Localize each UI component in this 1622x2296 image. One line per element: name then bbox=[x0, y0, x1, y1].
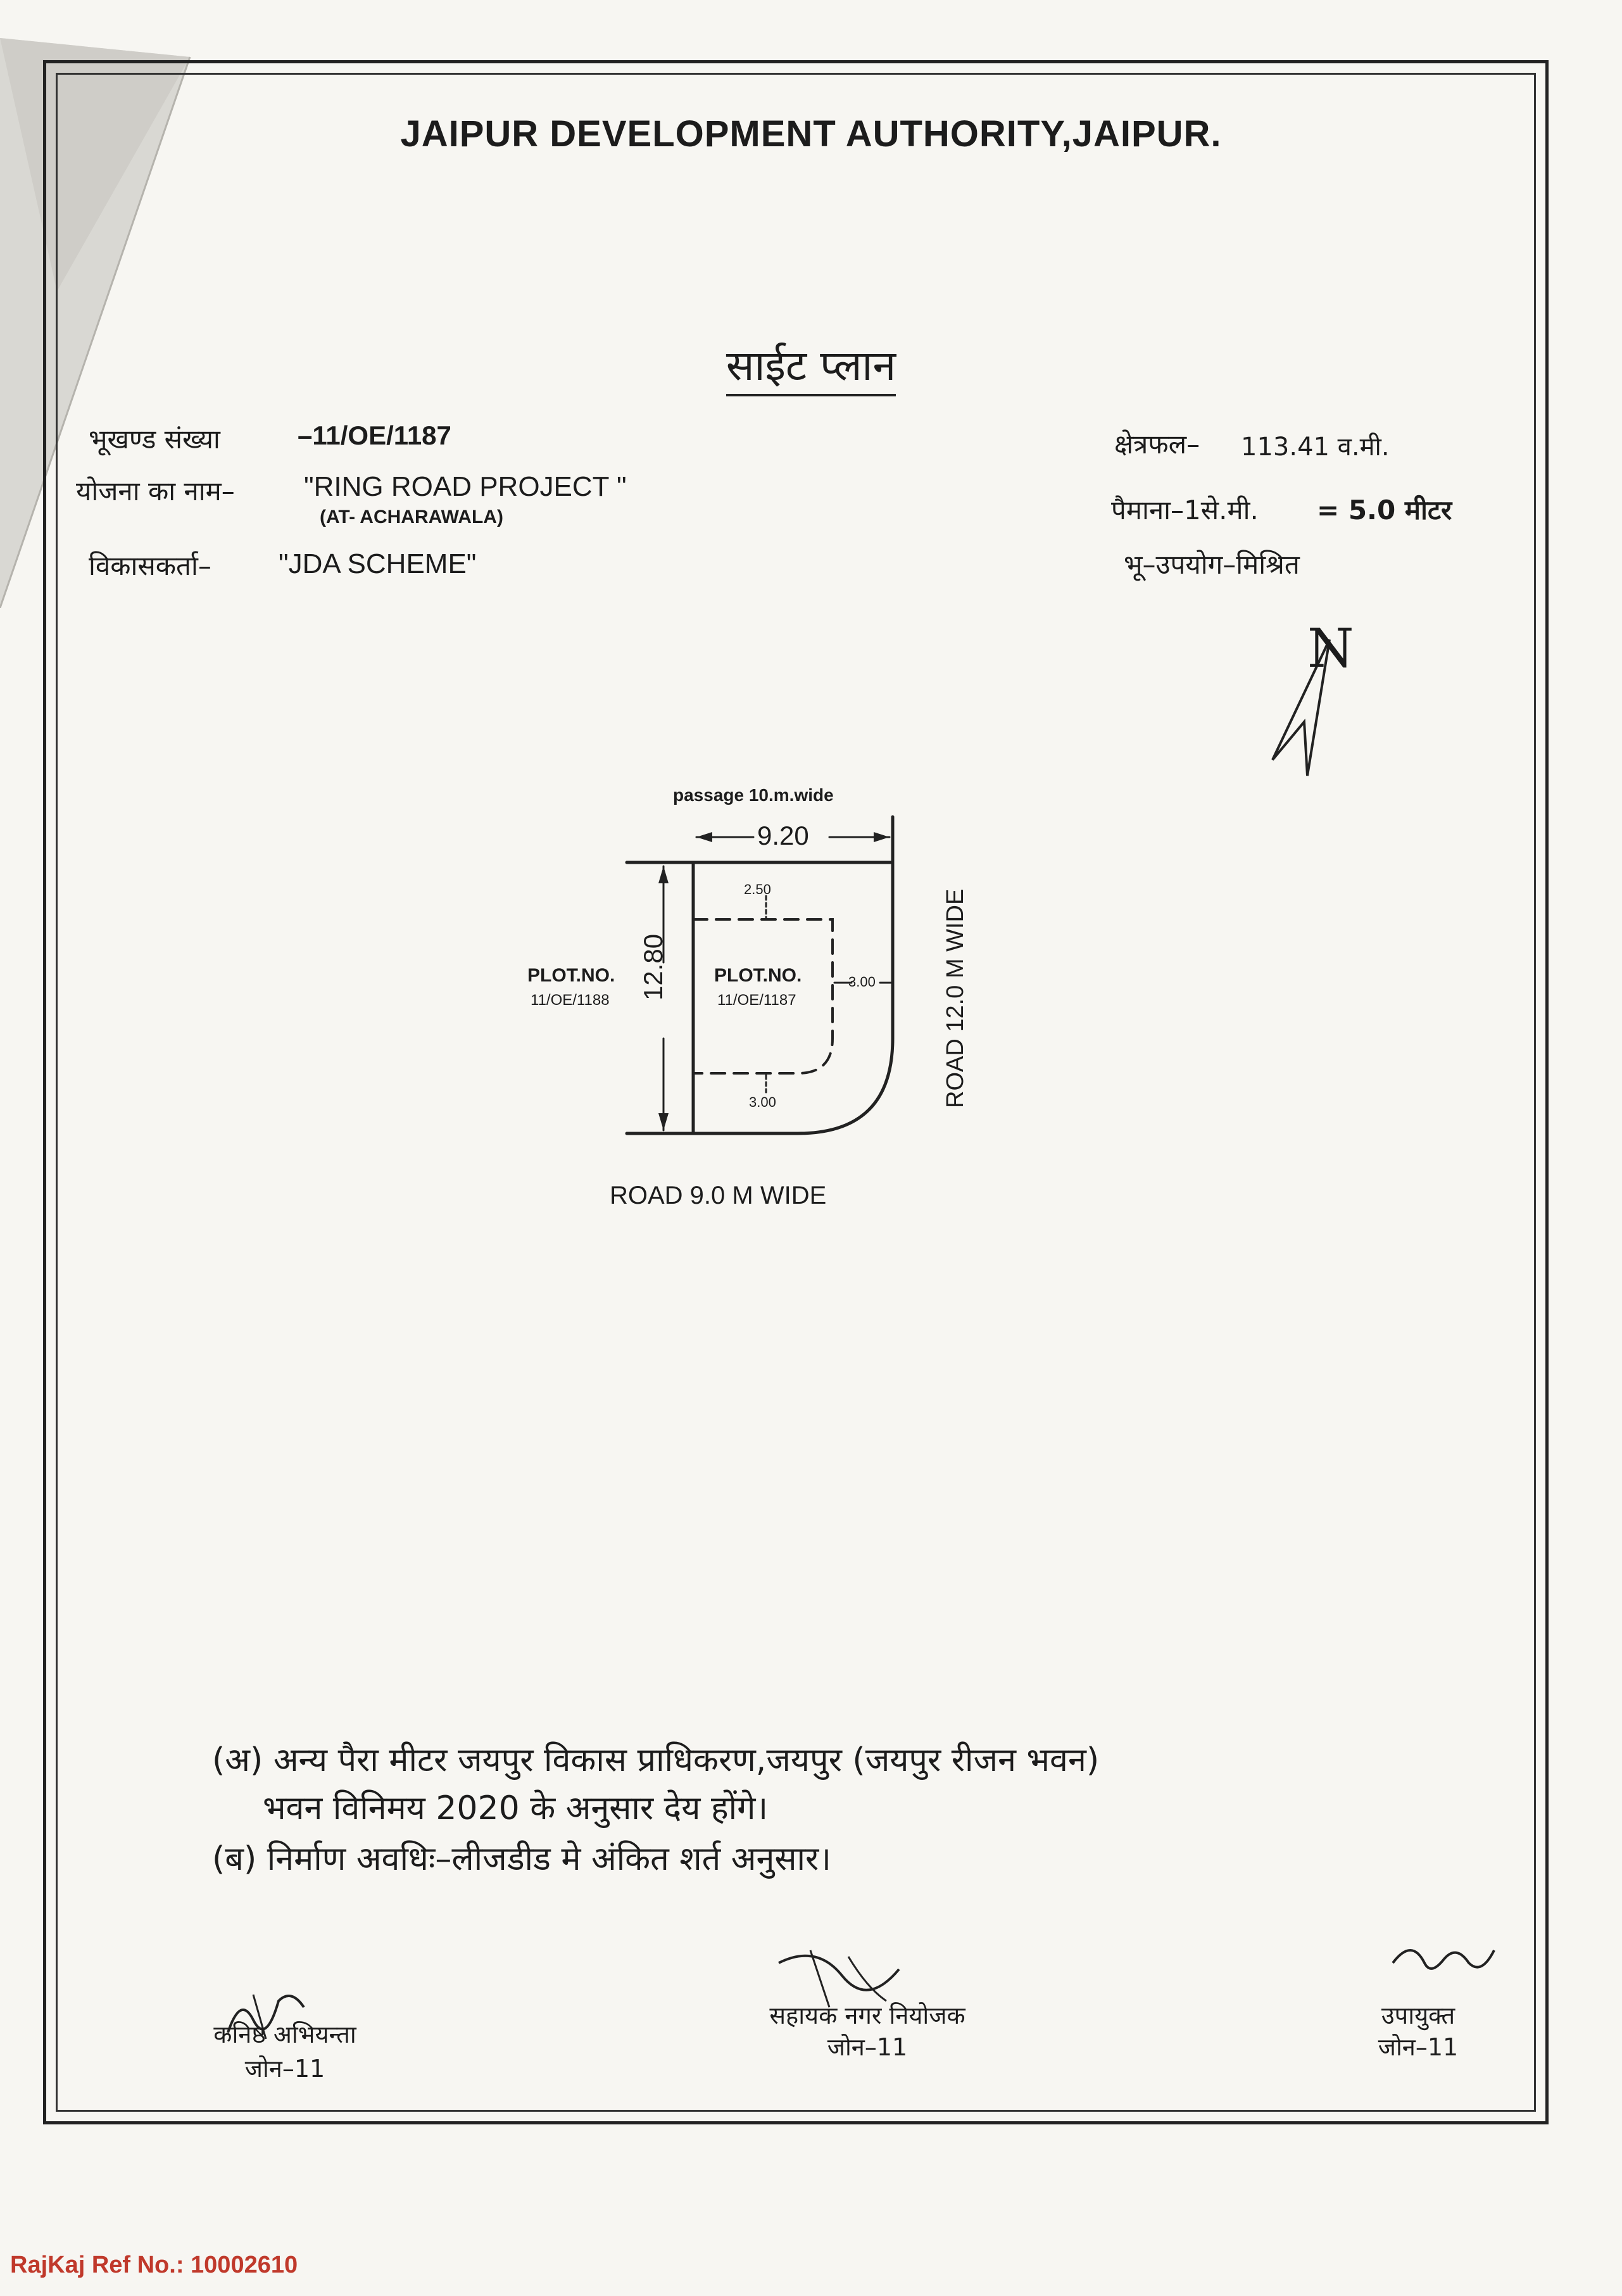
plot-no-value: –11/OE/1187 bbox=[298, 420, 451, 450]
sig-left-title: कनिष्ठ अभियन्ता bbox=[213, 2021, 356, 2048]
road-east-label: ROAD 12.0 M WIDE bbox=[942, 888, 969, 1108]
plot-no-label: भूखण्ड संख्या bbox=[89, 424, 220, 455]
note-b: (ब) निर्माण अवधिः–लीजडीड मे अंकित शर्त अनुसार। bbox=[212, 1840, 831, 1878]
sig-right-zone: जोन–11 bbox=[1378, 2033, 1459, 2061]
sig-mid-title: सहायक नगर नियोजक bbox=[769, 2002, 965, 2029]
passage-label: passage 10.m.wide bbox=[673, 785, 834, 805]
scheme-location: (AT- ACHARAWALA) bbox=[320, 507, 503, 527]
scale-value: = 5.0 मीटर bbox=[1317, 495, 1452, 526]
land-use: भू–उपयोग–मिश्रित bbox=[1124, 549, 1300, 580]
sig-left-zone: जोन–11 bbox=[244, 2055, 325, 2083]
area-label: क्षेत्रफल– bbox=[1114, 429, 1200, 460]
scale-label: पैमाना–1से.मी. bbox=[1111, 495, 1259, 526]
rear-setback: 3.00 bbox=[749, 1094, 776, 1110]
side-setback: 3.00 bbox=[848, 974, 876, 990]
scheme-label: योजना का नाम– bbox=[76, 476, 235, 507]
plot-label: PLOT.NO. bbox=[714, 965, 802, 986]
road-south-label: ROAD 9.0 M WIDE bbox=[610, 1182, 827, 1209]
scheme-value: "RING ROAD PROJECT " bbox=[304, 471, 627, 502]
front-setback: 2.50 bbox=[744, 881, 771, 897]
note-a-line1: (अ) अन्य पैरा मीटर जयपुर विकास प्राधिकरण,जयपुर (जयपुर रीजन भवन) bbox=[212, 1741, 1100, 1779]
adjacent-plot-label: PLOT.NO. bbox=[527, 965, 615, 986]
signature-deputy-commissioner bbox=[1386, 1931, 1500, 1988]
north-label: N bbox=[1307, 617, 1354, 679]
sig-mid-zone: जोन–11 bbox=[827, 2033, 908, 2061]
width-dimension: 9.20 bbox=[757, 821, 809, 850]
developer-label: विकासकर्ता– bbox=[89, 550, 211, 581]
adjacent-plot-number: 11/OE/1188 bbox=[531, 992, 610, 1009]
note-a-line2: भवन विनिमय 2020 के अनुसार देय होंगे। bbox=[263, 1789, 769, 1827]
rajkaj-reference: RajKaj Ref No.: 10002610 bbox=[10, 2252, 298, 2278]
sig-right-title: उपायुक्त bbox=[1381, 2002, 1455, 2029]
area-value: 113.41 व.मी. bbox=[1241, 432, 1390, 462]
plot-number: 11/OE/1187 bbox=[717, 992, 796, 1009]
developer-value: "JDA SCHEME" bbox=[279, 548, 477, 579]
site-plan-heading: साईट प्लान bbox=[0, 336, 1622, 393]
authority-title: JAIPUR DEVELOPMENT AUTHORITY,JAIPUR. bbox=[400, 113, 1222, 155]
depth-dimension: 12.80 bbox=[638, 933, 668, 1000]
